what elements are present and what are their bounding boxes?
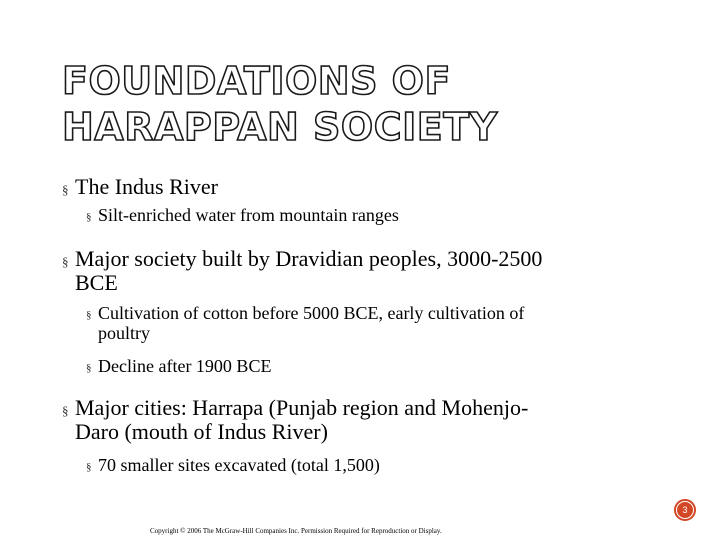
bullet-text-line-1: Major cities: Harrapa (Punjab region and Mohenjo- — [75, 395, 529, 420]
bullet-marker-icon: § — [62, 254, 69, 269]
sub-bullet-text: Decline after 1900 BCE — [98, 356, 272, 376]
sub-bullet-text-line-1: Cultivation of cotton before 5000 BCE, early cultivation of — [98, 303, 525, 323]
bullet-marker-icon: § — [62, 182, 69, 197]
sub-bullet-marker-icon: § — [86, 362, 92, 374]
sub-bullet-text: 70 smaller sites excavated (total 1,500) — [98, 455, 380, 475]
sub-bullet-smaller-sites — [86, 455, 380, 475]
bullet-text-line-2: BCE — [75, 270, 118, 295]
bullet-text-line-2: Daro (mouth of Indus River) — [75, 419, 328, 444]
sub-bullet-text-line-2: poultry — [98, 323, 150, 343]
sub-bullet-marker-icon: § — [86, 211, 92, 223]
sub-bullet-cotton — [86, 303, 524, 343]
page-number-badge — [674, 499, 696, 521]
slide-title-line-1: FOUNDATIONS OF — [62, 59, 451, 103]
bullet-text-line-1: Major society built by Dravidian peoples, 3000-2500 — [75, 246, 543, 271]
page-number: 3 — [677, 502, 693, 518]
slide-title-line-2: HARAPPAN SOCIETY — [62, 105, 498, 149]
bullet-text: The Indus River — [75, 174, 218, 199]
bullet-major-cities — [62, 396, 528, 444]
sub-bullet-marker-icon: § — [86, 309, 92, 321]
sub-bullet-marker-icon: § — [86, 461, 92, 473]
sub-bullet-silt-water — [86, 205, 399, 225]
bullet-dravidian-society — [62, 247, 542, 295]
slide-title — [62, 58, 682, 150]
bullet-indus-river — [62, 175, 218, 199]
copyright-footer: Copyright © 2006 The McGraw-Hill Companies Inc. Permission Required for Reproduction or Display. — [150, 527, 442, 535]
sub-bullet-decline — [86, 356, 271, 376]
sub-bullet-text: Silt-enriched water from mountain ranges — [98, 205, 399, 225]
bullet-marker-icon: § — [62, 403, 69, 418]
